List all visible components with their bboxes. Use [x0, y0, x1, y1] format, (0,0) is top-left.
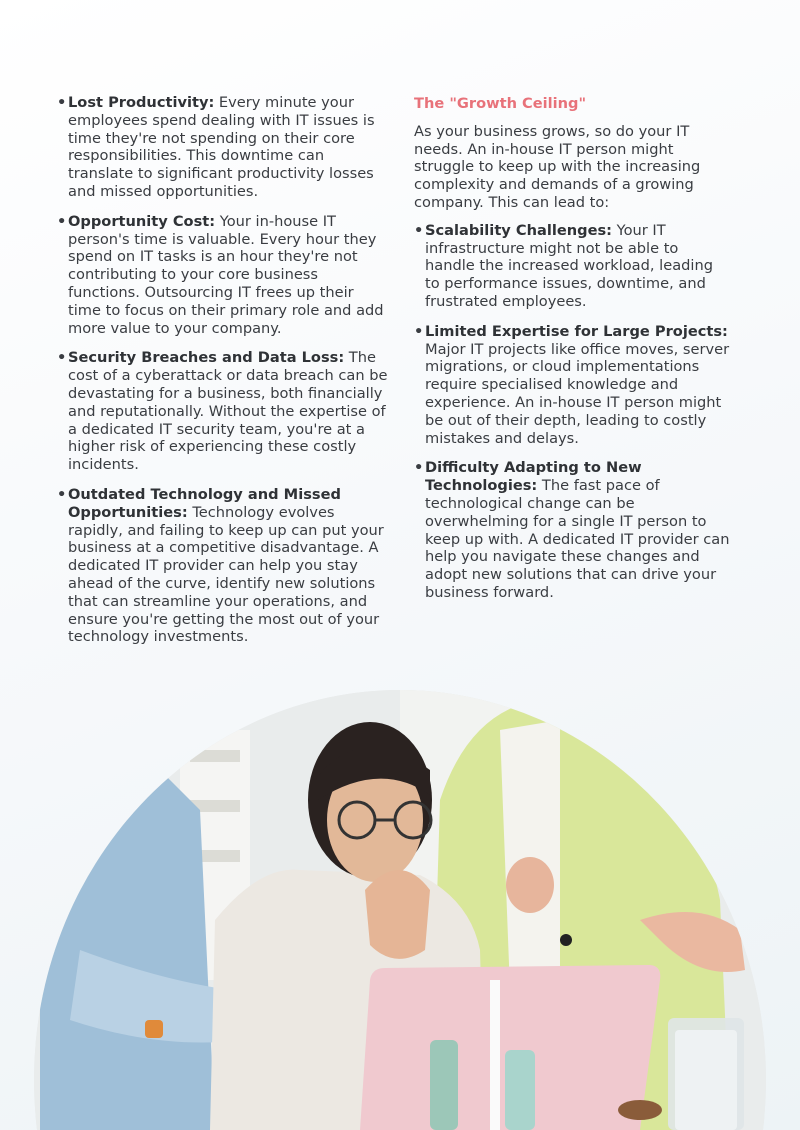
list-item	[57, 486, 389, 646]
list-item-title: Outdated Technology and Missed Opportunities:	[68, 485, 341, 521]
list-item-title: Difficulty Adapting to New Technologies:	[425, 459, 642, 495]
left-column	[57, 94, 389, 658]
right-bullet-list	[414, 222, 732, 602]
list-item	[414, 323, 732, 448]
list-item-text: Every minute your employees spend dealing with IT issues is time they're not spending on their core responsibilities. This downtime can translate to significant productivity losses and missed opportunities.	[68, 94, 375, 200]
team-photo-illustration	[34, 690, 766, 1130]
list-item	[57, 94, 389, 201]
list-item-title: Opportunity Cost:	[68, 212, 216, 230]
list-item	[57, 213, 389, 338]
list-item-text: Your IT infrastructure might not be able to handle the increased workload, leading to performance issues, downtime, and frustrated employees.	[425, 221, 713, 310]
section-intro: As your business grows, so do your IT needs. An in-house IT person might struggle to keep up with the increasing complexity and demands of a growing company. This can lead to:	[414, 122, 701, 211]
bullet-icon: •	[414, 322, 424, 340]
list-item-title: Scalability Challenges:	[425, 221, 612, 239]
list-item-title: Security Breaches and Data Loss:	[68, 349, 345, 367]
list-item-title: Lost Productivity:	[68, 94, 215, 111]
bullet-icon: •	[57, 94, 67, 111]
bullet-icon: •	[414, 459, 424, 477]
list-item-text: Technology evolves rapidly, and failing to keep up can put your business at a competitive disadvantage. A dedicated IT provider can help you stay ahead of the curve, identify new solutions that can streamline your operations, and ensure you're getting the most out of your technology investments.	[68, 503, 384, 646]
list-item-title: Limited Expertise for Large Projects:	[425, 322, 728, 340]
list-item-text: Major IT projects like office moves, server migrations, or cloud implementations require specialised knowledge and experience. An in-house IT person might be out of their depth, leading to costly mistakes and delays.	[425, 340, 730, 447]
bullet-icon: •	[57, 349, 67, 367]
list-item	[414, 459, 732, 601]
bullet-icon: •	[57, 485, 67, 503]
photo-container	[0, 690, 800, 1130]
list-item-text: The fast pace of technological change can be overwhelming for a single IT person to keep up with. A dedicated IT provider can help you navigate these changes and adopt new solutions that can drive your business forward.	[425, 477, 730, 601]
team-photo	[34, 690, 766, 1130]
list-item-text: The cost of a cyberattack or data breach can be devastating for a business, both financially and reputationally. Without the expertise of a dedicated IT security team, you're at a higher risk of experiencing these costly incidents.	[68, 349, 388, 474]
list-item	[57, 349, 389, 474]
list-item	[414, 222, 732, 311]
bullet-icon: •	[57, 212, 67, 230]
left-bullet-list	[57, 94, 389, 646]
bullet-icon: •	[414, 221, 424, 239]
right-column	[414, 94, 732, 614]
list-item-text: Your in-house IT person's time is valuable. Every hour they spend on IT tasks is an hour they're not contributing to your core business functions. Outsourcing IT frees up their time to focus on their primary role and add more value to your company.	[68, 212, 384, 337]
section-heading: The "Growth Ceiling"	[414, 95, 587, 112]
